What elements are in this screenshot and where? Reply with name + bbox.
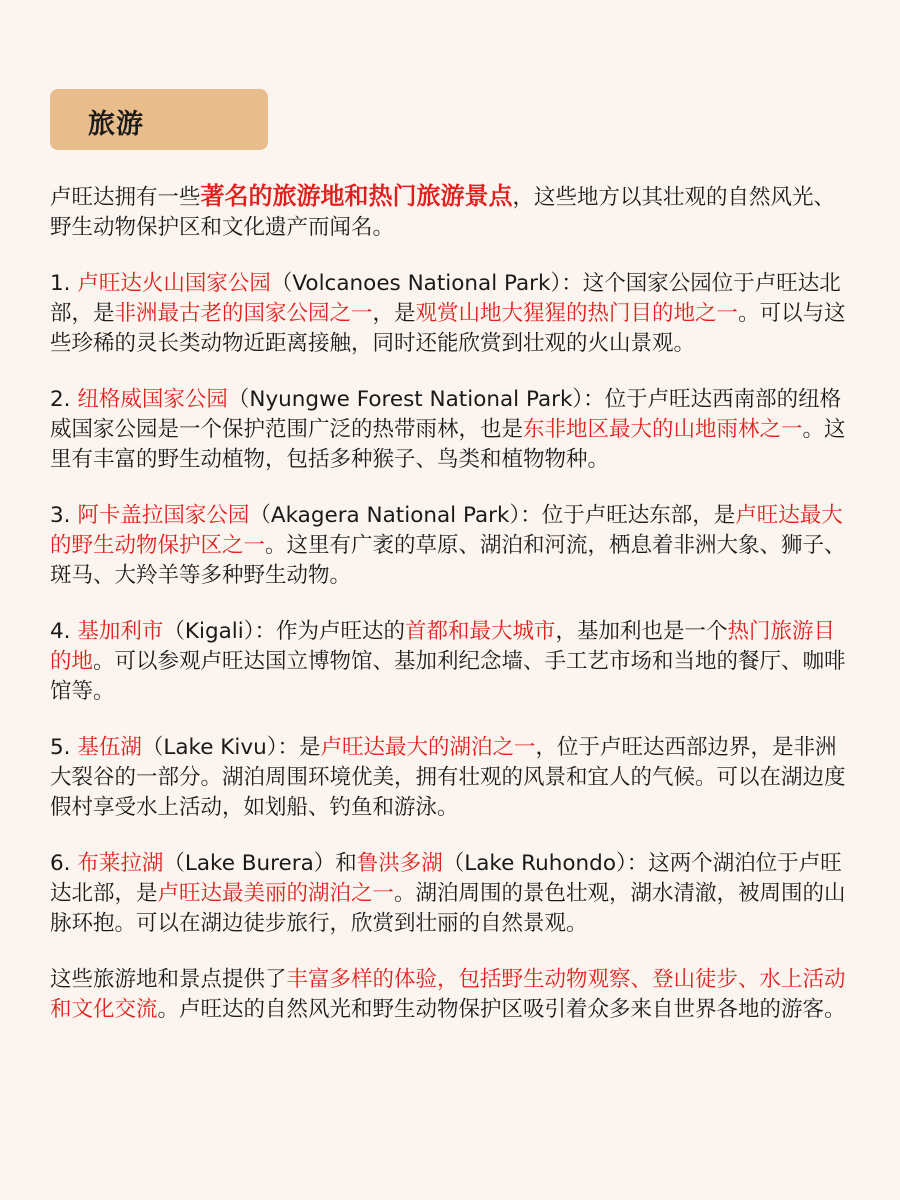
attraction-kigali (50, 617, 855, 707)
item-highlight: 非洲最古老的国家公园之一 (114, 301, 373, 326)
item-number: 2. (50, 387, 78, 412)
item-highlight: 热门旅游目的地 (50, 619, 836, 674)
item-highlight: 观赏山地大猩猩的热门目的地之一 (415, 301, 739, 326)
attraction-volcanoes (50, 269, 855, 359)
item-number: 6. (50, 851, 78, 876)
item-number: 5. (50, 735, 78, 760)
section-tag-label: 旅游 (88, 109, 144, 140)
item-text: 。可以与这些珍稀的灵长类动物近距离接触，同时还能欣赏到壮观的火山景观。 (50, 301, 846, 356)
outro-text-start: 这些旅游地和景点提供了 (50, 967, 287, 992)
item-highlight: 首都和最大城市 (404, 619, 556, 644)
outro-highlight: 丰富多样的体验，包括野生动物观察、登山徒步、水上活动和文化交流 (50, 967, 846, 1022)
item-text: 。湖泊周围的景色壮观，湖水清澈，被周围的山脉环抱。可以在湖边徒步旅行，欣赏到壮丽的自然景观。 (50, 881, 846, 936)
item-text: ，是 (372, 301, 416, 326)
item-highlight: 卢旺达最大的湖泊之一 (320, 735, 536, 760)
item-text: （Nyungwe Forest National Park）：位于卢旺达西南部的纽格威国家公园是一个保护范围广泛的热带雨林，也是 (50, 387, 842, 442)
item-highlight: 鲁洪多湖 (356, 851, 443, 876)
item-text: ，位于卢旺达西部边界，是非洲大裂谷的一部分。湖泊周围环境优美，拥有壮观的风景和宜人的气候。可以在湖边度假村享受水上活动，如划船、钓鱼和游泳。 (50, 735, 846, 820)
intro-highlight: 著名的旅游地和热门旅游景点 (200, 182, 513, 210)
intro-text-end: ，这些地方以其壮观的自然风光、野生动物保护区和文化遗产而闻名。 (50, 185, 836, 240)
item-text: （Lake Kivu）：是 (141, 735, 321, 760)
item-text: （Akagera National Park）：位于卢旺达东部，是 (249, 503, 736, 528)
item-text: （Lake Burera）和 (163, 851, 357, 876)
attraction-name: 布莱拉湖 (77, 851, 164, 876)
item-text: 。可以参观卢旺达国立博物馆、基加利纪念墙、手工艺市场和当地的餐厅、咖啡馆等。 (50, 649, 846, 704)
item-text: 。这里有丰富的野生动植物，包括多种猴子、鸟类和植物物种。 (50, 417, 846, 472)
intro-text-start: 卢旺达拥有一些 (50, 185, 201, 210)
attraction-name: 卢旺达火山国家公园 (77, 271, 271, 296)
item-number: 1. (50, 271, 78, 296)
item-number: 4. (50, 619, 78, 644)
item-number: 3. (50, 503, 78, 528)
attraction-akagera (50, 501, 855, 591)
outro-paragraph (50, 965, 855, 1025)
item-text: ，基加利也是一个 (555, 619, 728, 644)
outro-text-end: 。卢旺达的自然风光和野生动物保护区吸引着众多来自世界各地的游客。 (157, 997, 846, 1022)
item-text: 。这里有广袤的草原、湖泊和河流，栖息着非洲大象、狮子、斑马、大羚羊等多种野生动物。 (50, 533, 846, 588)
article-body (50, 181, 855, 1051)
attraction-name: 基加利市 (77, 619, 164, 644)
intro-paragraph (50, 181, 855, 243)
item-text: （Volcanoes National Park）：这个国家公园位于卢旺达北部，是 (50, 271, 841, 326)
section-tag (50, 89, 268, 150)
item-highlight: 东非地区最大的山地雨林之一 (523, 417, 803, 442)
attraction-nyungwe (50, 385, 855, 475)
attraction-name: 基伍湖 (77, 735, 142, 760)
item-text: （Kigali）：作为卢旺达的 (163, 619, 405, 644)
item-highlight: 卢旺达最大的野生动物保护区之一 (50, 503, 843, 558)
attraction-name: 纽格威国家公园 (77, 387, 228, 412)
attraction-burera-ruhondo (50, 849, 855, 939)
attraction-name: 阿卡盖拉国家公园 (77, 503, 250, 528)
attraction-lake-kivu (50, 733, 855, 823)
item-text: （Lake Ruhondo）：这两个湖泊位于卢旺达北部，是 (50, 851, 842, 906)
item-highlight: 卢旺达最美丽的湖泊之一 (157, 881, 395, 906)
